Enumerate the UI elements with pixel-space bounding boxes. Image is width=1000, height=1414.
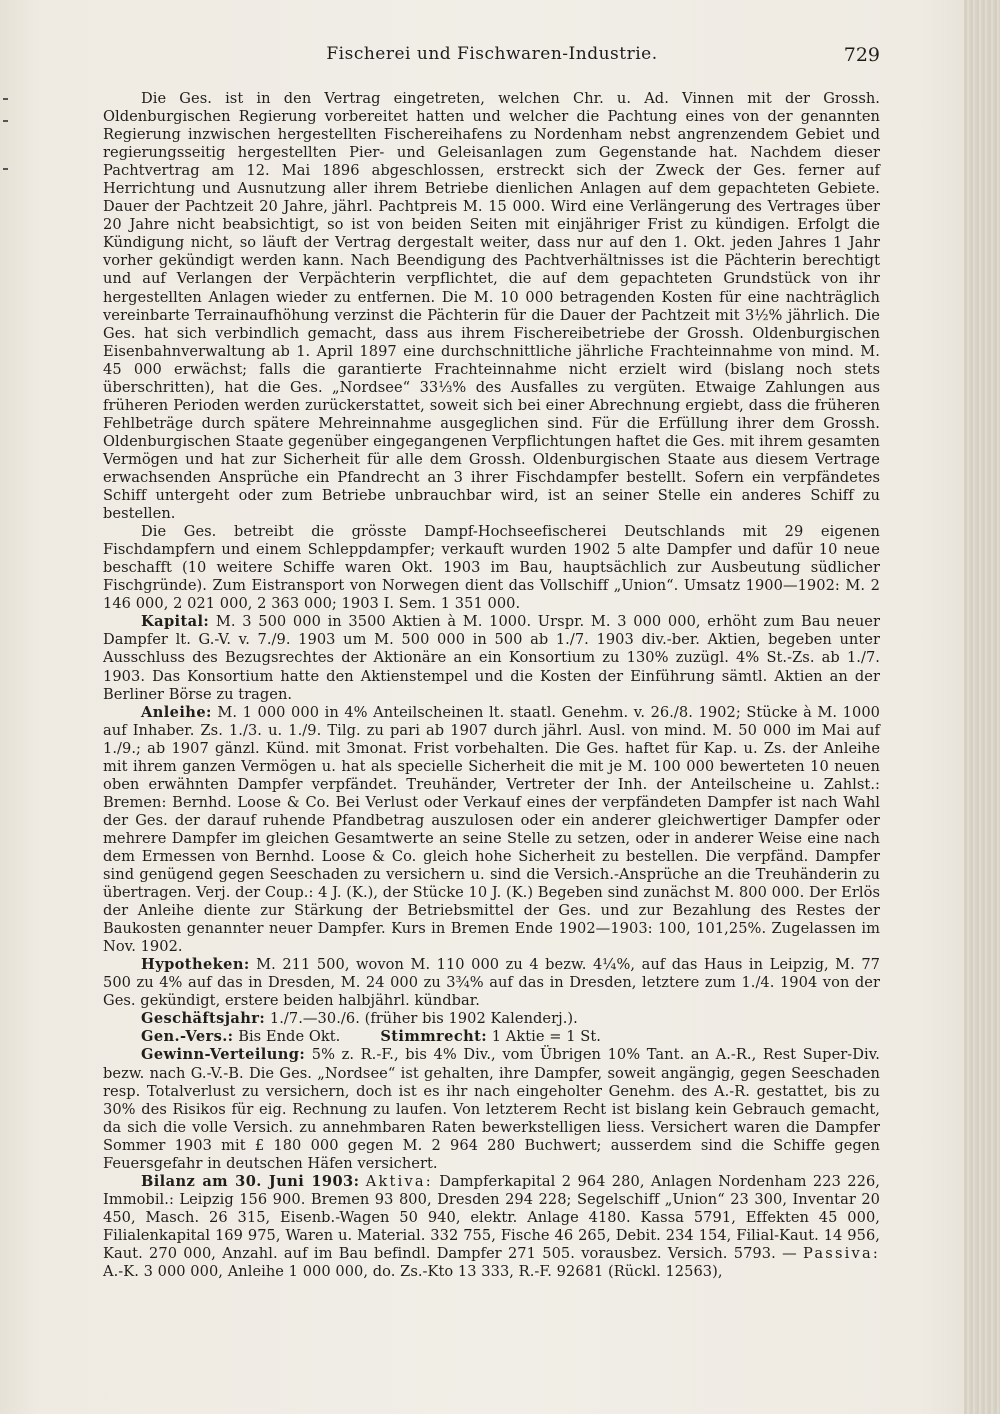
gewinn-label: Gewinn-Verteilung: bbox=[141, 1046, 306, 1064]
paragraph-genvers-stimmrecht bbox=[103, 1028, 880, 1046]
paragraph-anleihe bbox=[103, 704, 880, 957]
page-header bbox=[104, 44, 880, 74]
paragraph-operations: Die Ges. betreibt die grösste Dampf-Hochseefischerei Deutschlands mit 29 eigenen Fischdampfern und einem Schleppdampfer; verkauft wurden 1902 5 alte Dampfer und dafür 10 neue beschafft (10 weitere Schiffe waren Okt. 1903 im Bau, hauptsächlich zur Ausbeutung südlicher Fischgründe). Zum Eistransport von Norwegen dient das Vollschiff „Union“. Umsatz 1900—1902: M. 2 146 000, 2 021 000, 2 363 000; 1903 I. Sem. 1 351 000. bbox=[103, 523, 880, 613]
kapital-label: Kapital: bbox=[141, 613, 210, 631]
book-edge bbox=[964, 0, 1000, 1414]
paragraph-kapital bbox=[103, 613, 880, 703]
hypotheken-label: Hypotheken: bbox=[141, 956, 250, 974]
bilanz-label: Bilanz am 30. Juni 1903: bbox=[141, 1172, 360, 1190]
anleihe-label: Anleihe: bbox=[141, 703, 212, 721]
geschaeftsjahr-text: 1./7.—30./6. (früher bis 1902 Kalenderj.). bbox=[269, 1010, 578, 1028]
page-number: 729 bbox=[843, 44, 880, 66]
stimmrecht-label: Stimmrecht: bbox=[380, 1028, 488, 1046]
genvers-label: Gen.-Vers.: bbox=[141, 1028, 234, 1046]
paragraph-lease-contract: Die Ges. ist in den Vertrag eingetreten, welchen Chr. u. Ad. Vinnen mit der Grossh. Oldenburgischen Regierung vorbereitet hatten und welcher die Pachtung eines von der genannten Regierung inzwischen hergestellten Fischereihafens zu Nordenham nebst angrenzendem Gebiet und regierungsseitig hergestellten Pier- und Geleisanlagen zum Gegenstande hat. Nachdem dieser Pachtvertrag am 12. Mai 1896 abgeschlossen, erstreckt sich der Zweck der Ges. ferner auf Herrichtung und Ausnutzung aller ihrem Betriebe dienlichen Anlagen auf dem gepachteten Gebiete. Dauer der Pachtzeit 20 Jahre, jährl. Pachtpreis M. 15 000. Wird eine Verlängerung des Vertrages über 20 Jahre nicht beabsichtigt, so ist von beiden Seiten mit einjähriger Frist zu kündigen. Erfolgt die Kündigung nicht, so läuft der Vertrag dergestalt weiter, dass nur auf den 1. Okt. jeden Jahres 1 Jahr vorher gekündigt werden kann. Nach Beendigung des Pachtverhältnisses ist die Pächterin berechtigt und auf Verlangen der Verpächterin verpflichtet, die auf dem gepachteten Grundstück von ihr hergestellten Anlagen wieder zu entfernen. Die M. 10 000 betragenden Kosten für eine nachträglich vereinbarte Terrainaufhöhung verzinst die Pächterin für die Dauer der Pachtzeit mit 3½% jährlich. Die Ges. hat sich verbindlich gemacht, dass aus ihrem Fischereibetriebe der Grossh. Oldenburgischen Eisenbahnverwaltung ab 1. April 1897 eine durchschnittliche jährliche Frachteinnahme von mind. M. 45 000 erwächst; falls die garantierte Frachteinnahme nicht erzielt wird (bislang noch stets überschritten), hat die Ges. „Nordsee“ 33⅓% des Ausfalles zu vergüten. Etwaige Zahlungen aus früheren Perioden werden zurückerstattet, soweit sich bei einer Abrechnung ergiebt, dass die früheren Fehlbeträge durch spätere Mehreinnahme ausgeglichen sind. Für die Erfüllung ihrer dem Grossh. Oldenburgischen Staate gegenüber eingegangenen Verpflichtungen haftet die Ges. mit ihrem gesamten Vermögen und hat zur Sicherheit für alle dem Grossh. Oldenburgischen Staate aus diesem Vertrage erwachsenden Ansprüche ein Pfandrecht an 3 ihrer Fischdampfer bestellt. Sofern ein verpfändetes Schiff untergeht oder zum Betriebe unbrauchbar wird, ist an seiner Stelle ein anderes Schiff zu bestellen. bbox=[103, 90, 880, 523]
anleihe-text: M. 1 000 000 in 4% Anteilscheinen lt. staatl. Genehm. v. 26./8. 1902; Stücke à M. 1000 auf Inhaber. Zs. 1./3. u. 1./9. Tilg. zu pari ab 1907 durch jährl. Ausl. von mind. M. 50 000 im Mai auf 1./9.; ab 1907 gänzl. Künd. mit 3monat. Frist vorbehalten. Die Ges. haftet für Kap. u. Zs. der Anleihe mit ihrem ganzen Vermögen u. hat als specielle Sicherheit die mit je M. 100 000 bewerteten 10 neuen oben erwähnten Dampfer verpfändet. Treuhänder, Vertreter der Inh. der Anteilscheine u. Zahlst.: Bremen: Bernhd. Loose & Co. Bei Verlust oder Verkauf eines der verpfändeten Dampfer ist nach Wahl der Ges. der darauf ruhende Pfandbetrag auszulosen oder ein anderer gleichwertiger Dampfer oder mehrere Dampfer im gleichen Gesamtwerte an seine Stelle zu setzen, oder in anderer Weise eine nach dem Ermessen von Bernhd. Loose & Co. gleich hohe Sicherheit zu bestellen. Die verpfänd. Dampfer sind genügend gegen Seeschaden zu versichern u. sind die Versich.-Ansprüche an die Treuhänderin zu übertragen. Verj. der Coup.: 4 J. (K.), der Stücke 10 J. (K.) Begeben sind zunächst M. 800 000. Der Erlös der Anleihe diente zur Stärkung der Betriebsmittel der Ges. und zur Bezahlung des Restes der Baukosten genannter neuer Dampfer. Kurs in Bremen Ende 1902—1903: 100, 101,25%. Zugelassen im Nov. 1902. bbox=[103, 703, 880, 956]
paragraph-gewinn bbox=[103, 1046, 880, 1172]
hypotheken-text: M. 211 500, wovon M. 110 000 zu 4 bezw. 4¼%, auf das Haus in Leipzig, M. 77 500 zu 4% auf das in Dresden, M. 24 000 zu 3¾% auf das in Dresden, letztere zum 1./4. 1904 von der Ges. gekündigt, erstere beiden halbjährl. kündbar. bbox=[103, 956, 880, 1010]
kapital-text: M. 3 500 000 in 3500 Aktien à M. 1000. Urspr. M. 3 000 000, erhöht zum Bau neuer Dampfer lt. G.-V. v. 7./9. 1903 um M. 500 000 in 500 ab 1./7. 1903 div.-ber. Aktien, begeben unter Ausschluss des Bezugsrechtes der Aktionäre an ein Konsortium zu 130% zuzügl. 4% St.-Zs. ab 1./7. 1903. Das Konsortium hatte den Aktienstempel und die Kosten der Einführung sämtl. Aktien an der Berliner Börse zu tragen. bbox=[103, 613, 880, 703]
paragraph-geschaeftsjahr bbox=[103, 1010, 880, 1028]
genvers-text: Bis Ende Okt. bbox=[238, 1028, 341, 1046]
geschaeftsjahr-label: Geschäftsjahr: bbox=[141, 1010, 266, 1028]
passiva-dash: — bbox=[782, 1245, 797, 1262]
passiva-label: Passiva: bbox=[803, 1245, 880, 1262]
gewinn-text: 5% z. R.-F., bis 4% Div., vom Übrigen 10% Tant. an A.-R., Rest Super-Div. bezw. nach G.-V.-B. Die Ges. „Nordsee“ ist gehalten, ihre Dampfer, soweit angängig, gegen Seeschaden resp. Totalverlust zu versichern, doch ist es ihr nach eingeholter Genehm. des A.-R. gestattet, bis zu 30% des Risikos für eig. Rechnung zu laufen. Von letzterem Recht ist bislang kein Gebrauch gemacht, da sich die volle Versich. zu annehmbaren Raten bewerkstelligen liess. Versichert waren die Dampfer Sommer 1903 mit £ 180 000 gegen M. 2 964 280 Buchwert; ausserdem sind die Schiffe gegen Feuersgefahr in deutschen Häfen versichert. bbox=[103, 1046, 880, 1172]
aktiva-label: Aktiva: bbox=[365, 1172, 433, 1190]
article-body bbox=[103, 90, 880, 1370]
paragraph-bilanz bbox=[103, 1173, 880, 1281]
stimmrecht-text: 1 Aktie = 1 St. bbox=[491, 1028, 601, 1046]
passiva-text: A.-K. 3 000 000, Anleihe 1 000 000, do. Zs.-Kto 13 333, R.-F. 92681 (Rückl. 12563), bbox=[103, 1263, 723, 1281]
paragraph-hypotheken bbox=[103, 956, 880, 1010]
aktiva-text: Dampferkapital 2 964 280, Anlagen Nordenham 223 226, Immobil.: Leipzig 156 900. Bremen 93 800, Dresden 294 228; Segelschiff „Union“ 23 300, Inventar 20 450, Masch. 26 315, Eisenb.-Wagen 50 940, elektr. Anlage 4180. Kassa 5791, Effekten 45 000, Filialenkapital 169 975, Waren u. Material. 332 755, Fische 46 265, Debit. 234 154, Filial-Kaut. 14 956, Kaut. 270 000, Anzahl. auf im Bau befindl. Dampfer 271 505. vorausbez. Versich. 5793. bbox=[103, 1172, 880, 1262]
running-title: Fischerei und Fischwaren-Industrie. bbox=[326, 44, 658, 64]
margin-marks bbox=[0, 90, 12, 210]
